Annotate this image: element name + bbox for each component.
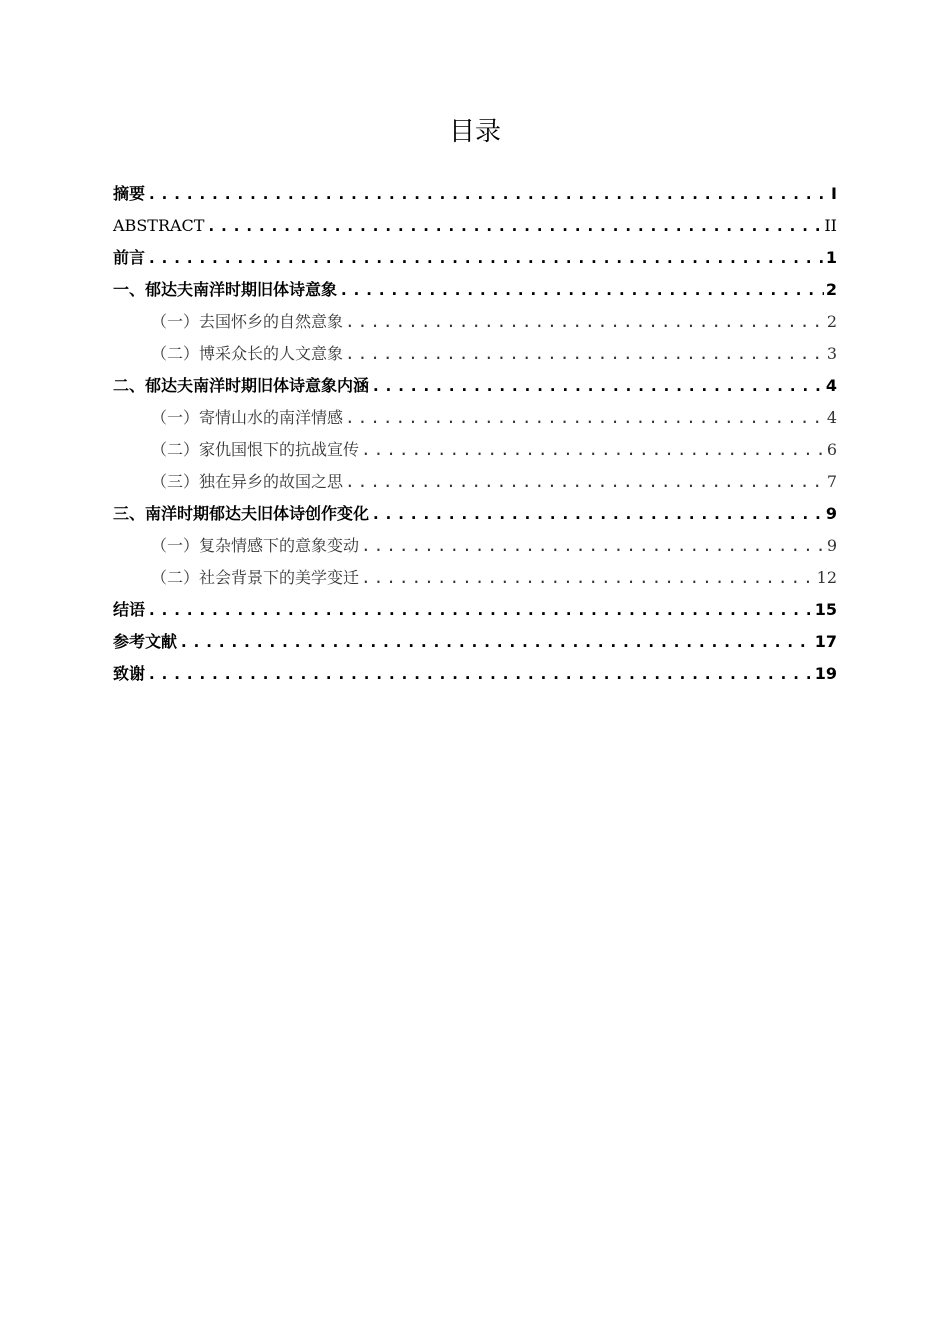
toc-dot-leader (345, 466, 825, 498)
toc-entry-page: 4 (825, 376, 837, 395)
toc-entry-label: 前言 (113, 248, 146, 267)
toc-entry-label: 二、郁达夫南洋时期旧体诗意象内涵 (113, 376, 370, 395)
toc-entry-page: 15 (814, 600, 837, 619)
toc-entry-label: （二）家仇国恨下的抗战宣传 (151, 440, 360, 459)
toc-entry-page: 7 (826, 472, 837, 491)
toc-entry-page: I (831, 184, 837, 203)
toc-entry-abstract-en[interactable] (113, 210, 837, 242)
toc-entry-label: 一、郁达夫南洋时期旧体诗意象 (113, 280, 338, 299)
toc-dot-leader (345, 338, 825, 370)
toc-entry-page: 4 (826, 408, 837, 427)
toc-entry-page: 3 (826, 344, 837, 363)
toc-dot-leader (361, 562, 815, 594)
toc-entry-label: 参考文献 (113, 632, 178, 651)
toc-entry-page: 17 (814, 632, 837, 651)
toc-entry-page: II (824, 216, 837, 235)
toc-entry-chapter-2[interactable] (113, 370, 837, 402)
toc-entry-label: 致谢 (113, 664, 146, 683)
toc-entry-conclusion[interactable] (113, 594, 837, 626)
toc-dot-leader (361, 434, 825, 466)
toc-entry-page: 9 (825, 504, 837, 523)
toc-entry-section-1-2[interactable] (113, 338, 837, 370)
toc-dot-leader (147, 658, 813, 690)
toc-entry-page: 2 (825, 280, 837, 299)
toc-entry-label: （一）寄情山水的南洋情感 (151, 408, 344, 427)
toc-entry-label: （一）去国怀乡的自然意象 (151, 312, 344, 331)
toc-entry-section-3-1[interactable] (113, 530, 837, 562)
toc-entry-chapter-1[interactable] (113, 274, 837, 306)
toc-entry-page: 12 (816, 568, 837, 587)
toc-dot-leader (345, 402, 825, 434)
toc-dot-leader (345, 306, 825, 338)
toc-dot-leader (339, 274, 824, 306)
toc-entry-label: （三）独在异乡的故国之思 (151, 472, 344, 491)
toc-entry-label: （一）复杂情感下的意象变动 (151, 536, 360, 555)
toc-entry-preface[interactable] (113, 242, 837, 274)
table-of-contents (113, 178, 837, 690)
toc-entry-page: 9 (826, 536, 837, 555)
toc-dot-leader (206, 210, 822, 242)
toc-entry-section-1-1[interactable] (113, 306, 837, 338)
toc-dot-leader (371, 370, 824, 402)
toc-entry-chapter-3[interactable] (113, 498, 837, 530)
toc-entry-page: 6 (826, 440, 837, 459)
toc-entry-abstract-cn[interactable] (113, 178, 837, 210)
toc-entry-section-3-2[interactable] (113, 562, 837, 594)
toc-entry-label: 摘要 (113, 184, 146, 203)
toc-entry-references[interactable] (113, 626, 837, 658)
toc-entry-page: 19 (814, 664, 837, 683)
toc-dot-leader (179, 626, 813, 658)
toc-entry-page: 1 (825, 248, 837, 267)
toc-dot-leader (361, 530, 825, 562)
toc-dot-leader (147, 594, 813, 626)
toc-entry-label: 三、南洋时期郁达夫旧体诗创作变化 (113, 504, 370, 523)
toc-entry-label: ABSTRACT (113, 216, 205, 235)
toc-entry-page: 2 (826, 312, 837, 331)
toc-entry-section-2-2[interactable] (113, 434, 837, 466)
toc-dot-leader (147, 178, 829, 210)
toc-dot-leader (147, 242, 824, 274)
toc-dot-leader (371, 498, 824, 530)
toc-entry-section-2-3[interactable] (113, 466, 837, 498)
toc-entry-label: （二）博采众长的人文意象 (151, 344, 344, 363)
toc-entry-label: （二）社会背景下的美学变迁 (151, 568, 360, 587)
toc-entry-label: 结语 (113, 600, 146, 619)
toc-entry-acknowledgements[interactable] (113, 658, 837, 690)
page-title: 目录 (448, 117, 501, 147)
toc-entry-section-2-1[interactable] (113, 402, 837, 434)
